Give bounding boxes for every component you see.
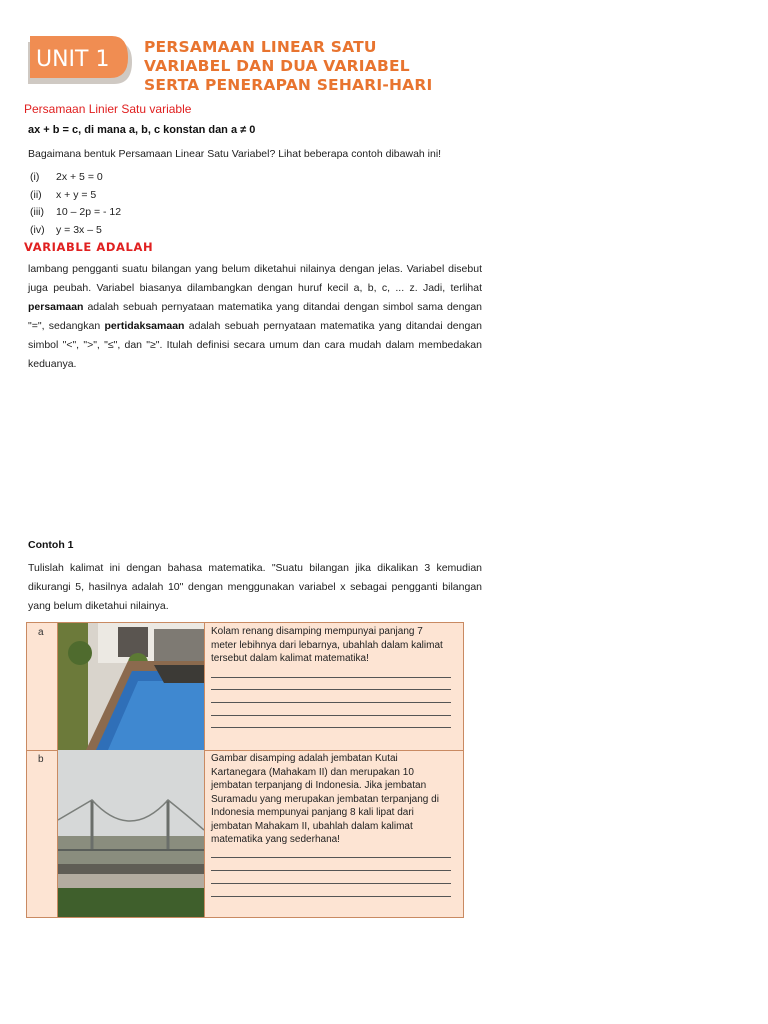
example-item: (i) 2x + 5 = 0 [30, 171, 103, 183]
unit-title-line-3: SERTA PENERAPAN SEHARI-HARI [144, 76, 433, 94]
example-list [30, 169, 121, 239]
unit-title-line-2: VARIABEL DAN DUA VARIABEL [144, 57, 410, 75]
suspension-bridge-photo [57, 750, 205, 917]
variable-definition: lambang pengganti suatu bilangan yang belum diketahui nilainya dengan jelas. Variabel disebut juga peubah. Variabel biasanya dilambangkan dengan huruf kecil a, b, c, ... z. Jadi, terlihat persamaan adalah sebuah pernyataan matematika yang ditandai dengan simbol sama dengan "=", sedangkan pertidaksamaan adalah sebuah pernyataan matematika yang ditandai dengan simbol "<", ">", "≤", dan "≥". Itulah definisi secara umum dan cara mudah dalam membedakan keduanya. [28, 263, 482, 370]
variable-heading: VARIABLE ADALAH [24, 240, 154, 254]
general-formula: ax + b = c, di mana a, b, c konstan dan a ≠ 0 [28, 124, 256, 136]
answer-line [211, 857, 451, 858]
unit-tab-shape [28, 36, 132, 88]
task-label-b: b [38, 754, 44, 765]
example-item: (ii) x + y = 5 [30, 188, 97, 201]
example-instruction: Tulislah kalimat ini dengan bahasa matematika. "Suatu bilangan jika dikalikan 3 kemudian dikurangi 5, hasilnya adalah 10" dengan menggunakan variabel x sebagai pengganti bilangan yang belum diketahui nilainya. [28, 562, 482, 612]
answer-line [211, 702, 451, 703]
example-title: Contoh 1 [28, 539, 74, 551]
answer-line [211, 689, 451, 690]
answer-line [211, 727, 451, 728]
answer-line [211, 883, 451, 884]
task-label-a: a [38, 627, 44, 638]
swimming-pool-photo [57, 623, 205, 750]
unit-label: UNIT 1 [36, 47, 110, 72]
answer-line [211, 677, 451, 678]
answer-line [211, 896, 451, 897]
example-item: (iv) y = 3x – 5 [30, 223, 102, 236]
example-item: (iii) 10 – 2p = - 12 [30, 206, 122, 218]
task-text-a: Kolam renang disamping mempunyai panjang 7 meter lebihnya dari lebarnya, ubahlah dalam kalimat tersebut dalam kalimat matematika! [211, 626, 443, 664]
task-text-b: Gambar disamping adalah jembatan Kutai Kartanegara (Mahakam II) dan merupakan 10 jembatan terpanjang di Indonesia. Jika jembatan Suramadu yang merupakan jembatan terpanjang di Indonesia mempunyai panjang 8 kali lipat dari jembatan Mahakam II, ubahlah dalam kalimat matematika yang sederhana! [211, 753, 439, 845]
section-subheading: Persamaan Linier Satu variable [24, 102, 192, 116]
answer-line [211, 870, 451, 871]
unit-title [144, 38, 432, 95]
unit-tab [28, 36, 132, 88]
intro-question: Bagaimana bentuk Persamaan Linear Satu Variabel? Lihat beberapa contoh dibawah ini! [28, 148, 442, 160]
unit-title-line-1: PERSAMAAN LINEAR SATU [144, 38, 377, 56]
task-table [26, 622, 464, 918]
answer-line [211, 715, 451, 716]
